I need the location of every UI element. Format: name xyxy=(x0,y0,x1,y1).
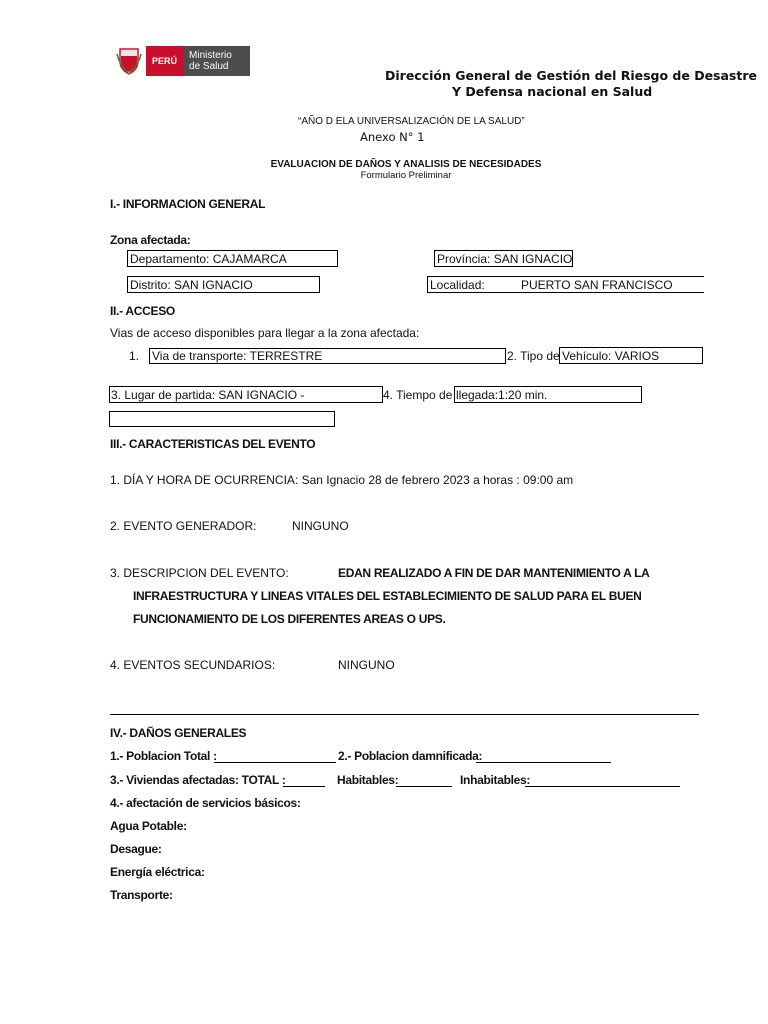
logo-country: PERÚ xyxy=(146,46,183,76)
departamento-value: Departamento: CAJAMARCA xyxy=(130,252,287,266)
section-4-heading: IV.- DAÑOS GENERALES xyxy=(110,726,247,740)
secondary-events-label: 4. EVENTOS SECUNDARIOS: xyxy=(110,658,276,672)
llegada-field[interactable] xyxy=(454,386,642,403)
event-description-label: 3. DESCRIPCION DEL EVENTO: xyxy=(110,566,289,580)
provincia-value: Província: SAN IGNACIO xyxy=(437,252,573,266)
desague-label: Desague: xyxy=(110,842,162,856)
poblacion-total-label: 1.- Poblacion Total : xyxy=(110,749,217,763)
direction-line-1: Dirección General de Gestión del Riesgo de Desastre xyxy=(385,68,757,83)
viviendas-total-blank[interactable] xyxy=(283,786,325,787)
form-subtitle: Formulario Preliminar xyxy=(360,170,452,181)
agua-potable-label: Agua Potable: xyxy=(110,819,187,833)
zona-label: Zona afectada: xyxy=(110,233,191,247)
empty-field[interactable] xyxy=(109,411,335,427)
viviendas-total-label: 3.- Viviendas afectadas: TOTAL : xyxy=(110,773,286,787)
minsa-logo xyxy=(116,46,250,76)
energia-electrica-label: Energía eléctrica: xyxy=(110,865,205,879)
section-3-heading: III.- CARACTERISTICAS DEL EVENTO xyxy=(110,437,316,451)
peru-coat-of-arms-icon xyxy=(116,46,142,76)
annex-title: Anexo N° 1 xyxy=(360,130,425,144)
form-title: EVALUACION DE DAÑOS Y ANALISIS DE NECESIDADES xyxy=(270,159,542,170)
via-transporte-value: Via de transporte: TERRESTRE xyxy=(152,349,323,363)
secondary-events-value: NINGUNO xyxy=(338,658,395,672)
section-divider xyxy=(110,714,699,715)
via-transporte-field[interactable] xyxy=(149,348,506,364)
vehiculo-field[interactable] xyxy=(559,347,703,364)
direction-line-2: Y Defensa nacional en Salud xyxy=(452,84,653,99)
access-item-1-number: 1. xyxy=(129,349,140,363)
llegada-value: llegada:1:20 min. xyxy=(456,388,548,402)
poblacion-total-blank[interactable] xyxy=(214,762,336,763)
servicios-basicos-label: 4.- afectación de servicios básicos: xyxy=(110,796,301,810)
event-date-time: 1. DÍA Y HORA DE OCURRENCIA: San Ignacio 28 de febrero 2023 a horas : 09:00 am xyxy=(110,473,574,487)
inhabitables-blank[interactable] xyxy=(525,786,680,787)
inhabitables-label: Inhabitables: xyxy=(460,773,531,787)
habitables-blank[interactable] xyxy=(396,786,452,787)
section-2-heading: II.- ACCESO xyxy=(110,304,175,318)
transporte-label: Transporte: xyxy=(110,888,173,902)
poblacion-damnificada-label: 2.- Poblacion damnificada: xyxy=(338,749,483,763)
departamento-field[interactable] xyxy=(127,250,338,267)
distrito-field[interactable] xyxy=(127,276,320,293)
event-generator-label: 2. EVENTO GENERADOR: xyxy=(110,519,257,533)
year-motto: “AÑO D ELA UNIVERSALIZACIÓN DE LA SALUD” xyxy=(298,116,525,127)
lugar-partida-field[interactable] xyxy=(109,386,383,403)
localidad-label: Localidad: xyxy=(430,278,485,292)
provincia-field[interactable] xyxy=(434,250,573,267)
vehiculo-value: Vehículo: VARIOS xyxy=(562,349,660,363)
event-description-line-1: EDAN REALIZADO A FIN DE DAR MANTENIMIENTO A LA xyxy=(338,566,650,580)
habitables-label: Habitables: xyxy=(337,773,399,787)
section-1-heading: I.- INFORMACION GENERAL xyxy=(110,197,266,211)
event-generator-value: NINGUNO xyxy=(292,519,349,533)
localidad-value: PUERTO SAN FRANCISCO xyxy=(521,278,673,292)
localidad-field[interactable] xyxy=(427,276,704,293)
tipo-prefix: 2. Tipo de xyxy=(507,349,560,363)
lugar-partida-value: 3. Lugar de partida: SAN IGNACIO - xyxy=(111,388,305,402)
poblacion-damnificada-blank[interactable] xyxy=(476,762,611,763)
distrito-value: Distrito: SAN IGNACIO xyxy=(130,278,253,292)
tiempo-prefix: 4. Tiempo de xyxy=(383,388,453,402)
event-description-line-2: INFRAESTRUCTURA Y LINEAS VITALES DEL ESTABLECIMIENTO DE SALUD PARA EL BUEN xyxy=(133,589,642,603)
event-description-line-3: FUNCIONAMIENTO DE LOS DIFERENTES AREAS O UPS. xyxy=(133,612,446,626)
logo-ministry: Ministerio de Salud xyxy=(183,46,250,76)
access-intro: Vias de acceso disponibles para llegar a la zona afectada: xyxy=(110,326,420,340)
